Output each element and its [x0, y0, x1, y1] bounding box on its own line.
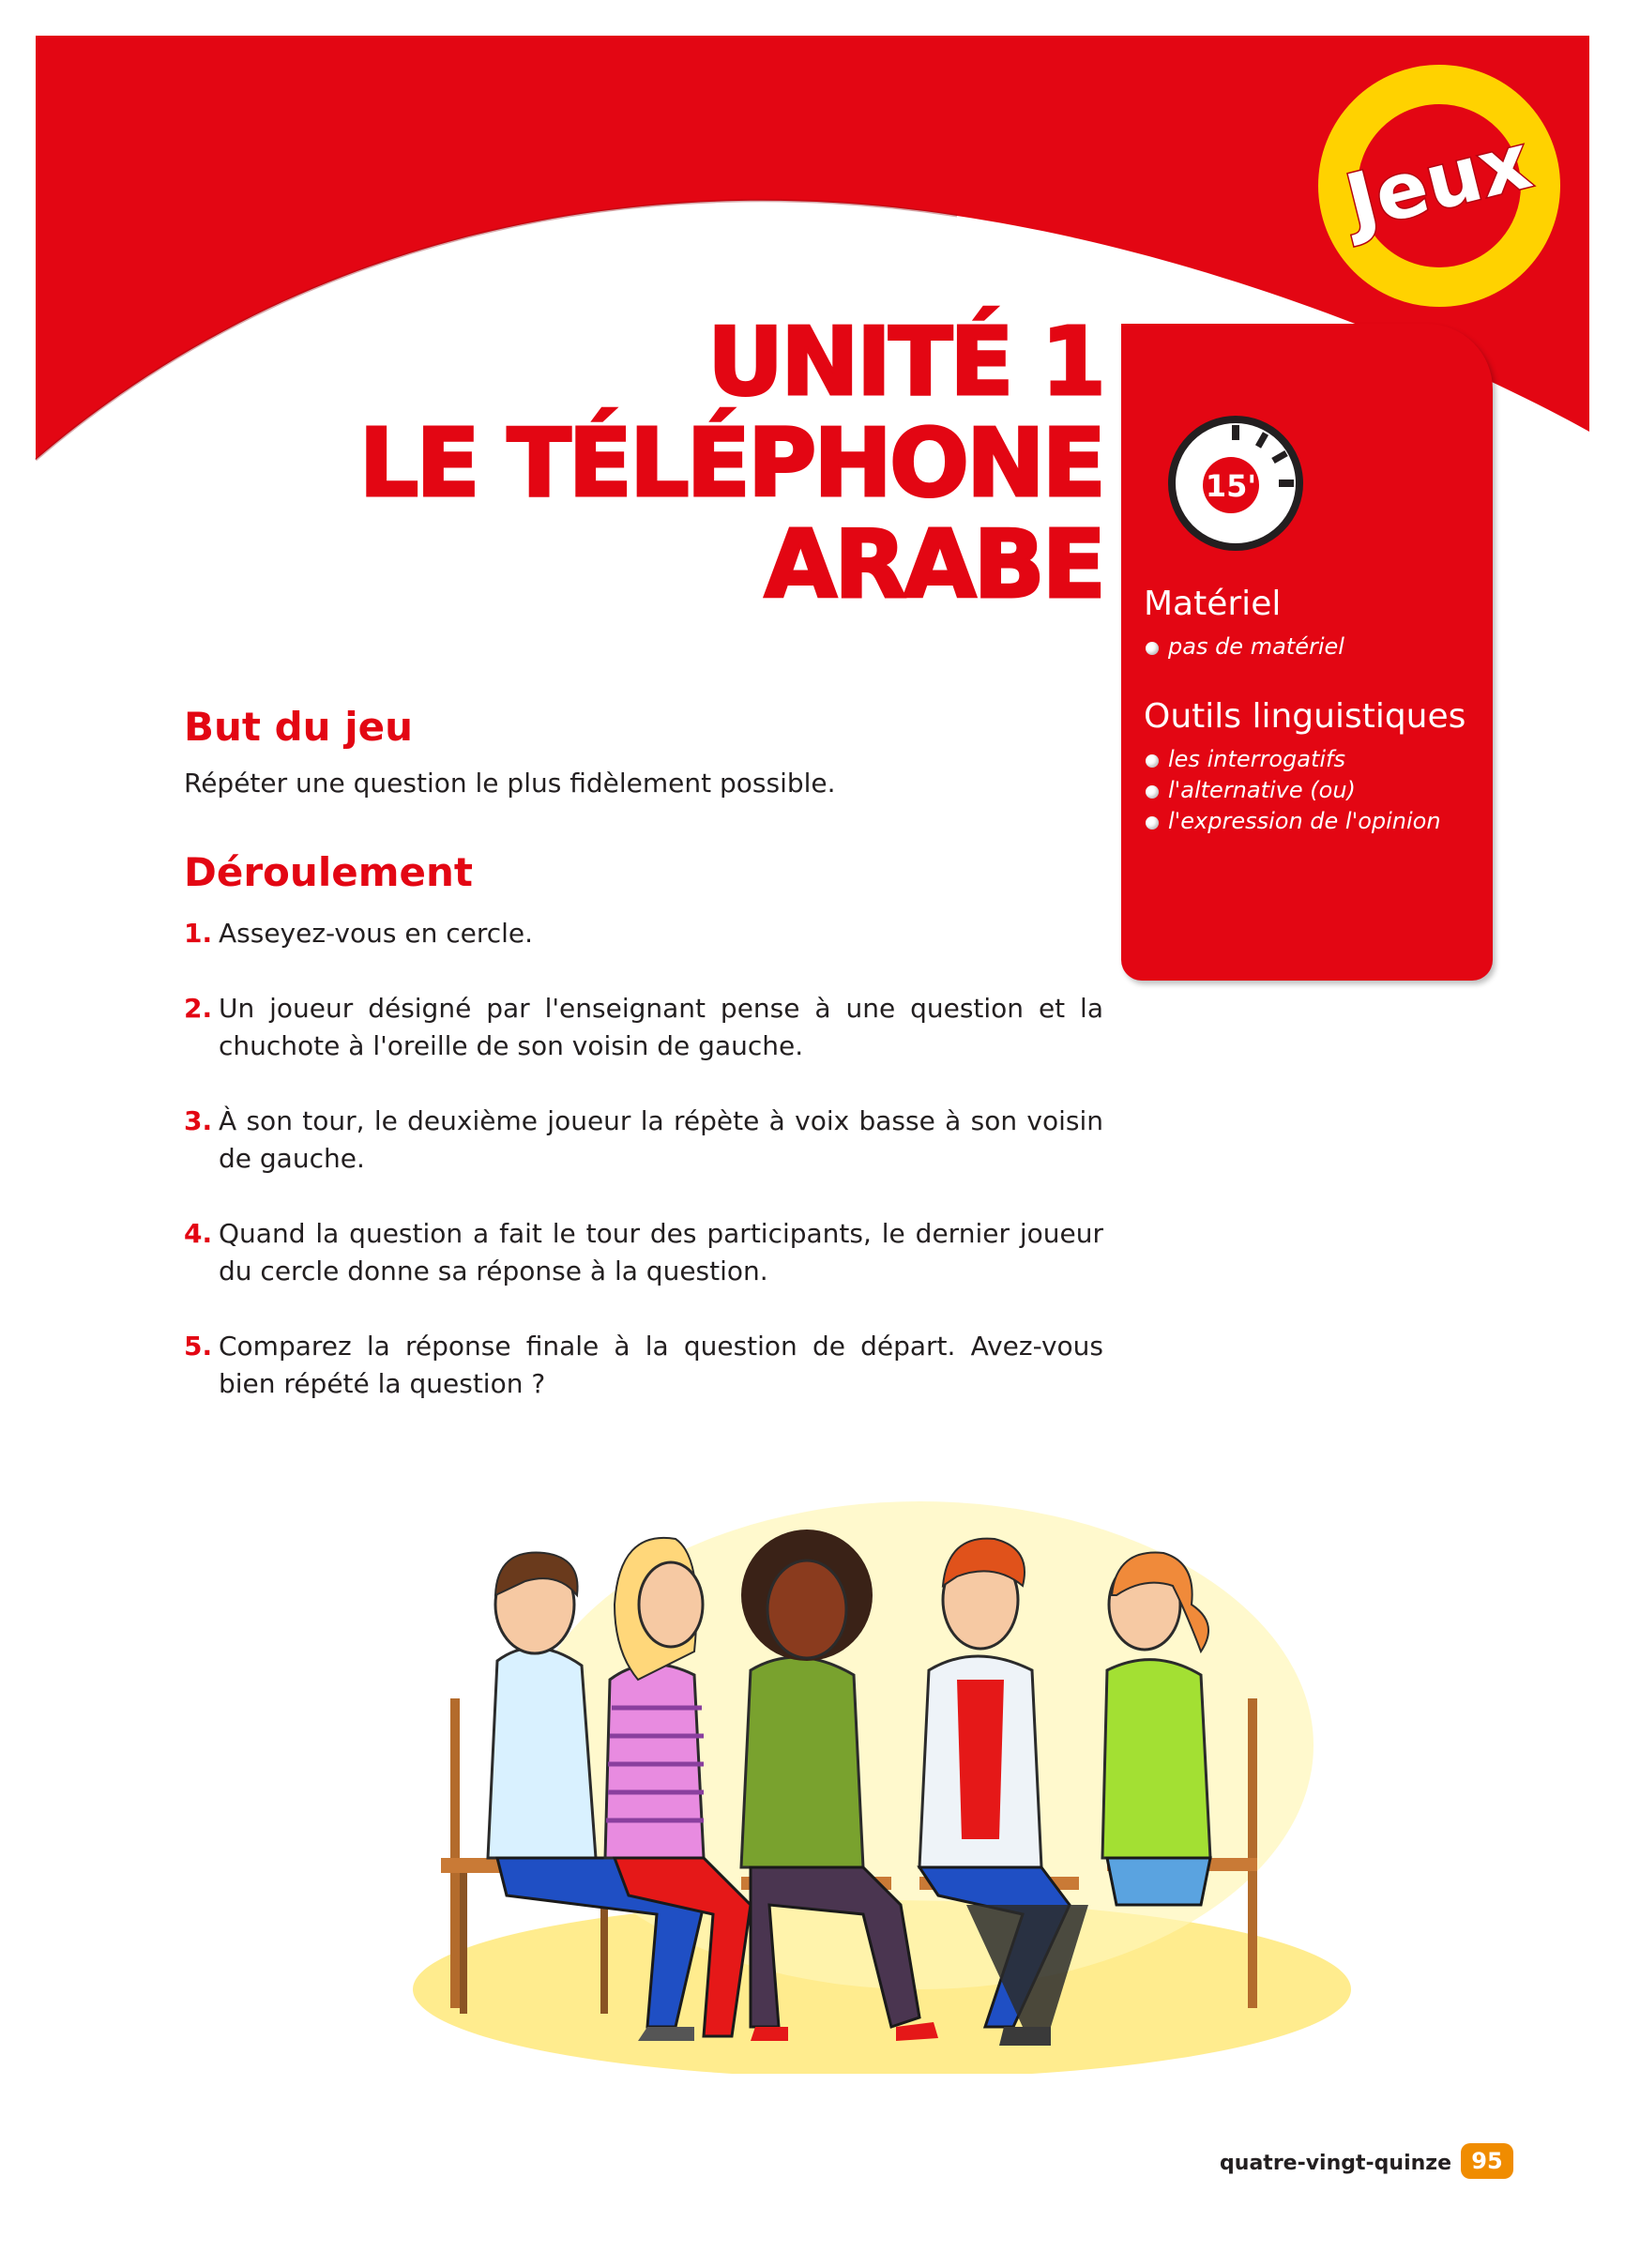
title-line-arabe: ARABE — [764, 510, 1103, 619]
step-number: 4. — [184, 1218, 213, 1249]
step-item — [184, 1103, 1103, 1178]
title-line-unit: UNITÉ 1 — [706, 307, 1103, 417]
goal-heading: But du jeu — [184, 704, 413, 750]
students-circle-illustration — [394, 1464, 1370, 2074]
step-text: À son tour, le deuxième joueur la répète à voix basse à son voisin de gauche. — [219, 1105, 1103, 1174]
step-item — [184, 1328, 1103, 1403]
step-text: Quand la question a fait le tour des participants, le dernier joueur du cercle donne sa réponse à la question. — [219, 1218, 1103, 1286]
step-text: Un joueur désigné par l'enseignant pense à une question et la chuchote à l'oreille de son voisin de gauche. — [219, 993, 1103, 1061]
step-number: 5. — [184, 1331, 213, 1362]
step-number: 3. — [184, 1105, 213, 1136]
timer-icon — [1161, 408, 1311, 558]
outils-item: les interrogatifs — [1144, 744, 1441, 775]
step-text: Comparez la réponse finale à la question de départ. Avez-vous bien répété la question ? — [219, 1331, 1103, 1399]
title-line-telephone: LE TÉLÉPHONE — [358, 408, 1103, 518]
step-item — [184, 915, 1103, 952]
outils-item: l'alternative (ou) — [1144, 775, 1441, 806]
materiel-list — [1144, 632, 1344, 662]
step-text: Asseyez-vous en cercle. — [219, 918, 534, 949]
step-number: 2. — [184, 993, 213, 1024]
unit-title — [358, 307, 1103, 619]
jeux-badge-label: Jeux — [1337, 116, 1540, 249]
page-number-badge: 95 — [1461, 2143, 1513, 2179]
step-item — [184, 1215, 1103, 1290]
materiel-item: pas de matériel — [1144, 632, 1344, 662]
steps-heading: Déroulement — [184, 849, 473, 895]
outils-heading: Outils linguistiques — [1144, 697, 1466, 736]
step-item — [184, 990, 1103, 1065]
outils-list — [1144, 744, 1441, 837]
materiel-heading: Matériel — [1144, 585, 1282, 623]
goal-text: Répéter une question le plus fidèlement possible. — [184, 768, 836, 799]
jeux-badge-icon — [1312, 58, 1567, 313]
page-words: quatre-vingt-quinze — [1220, 2152, 1451, 2175]
duration-label: 15' — [1205, 468, 1257, 504]
outils-item: l'expression de l'opinion — [1144, 806, 1441, 837]
info-sidebar — [1121, 324, 1493, 981]
step-number: 1. — [184, 918, 213, 949]
steps-list — [184, 915, 1103, 1440]
